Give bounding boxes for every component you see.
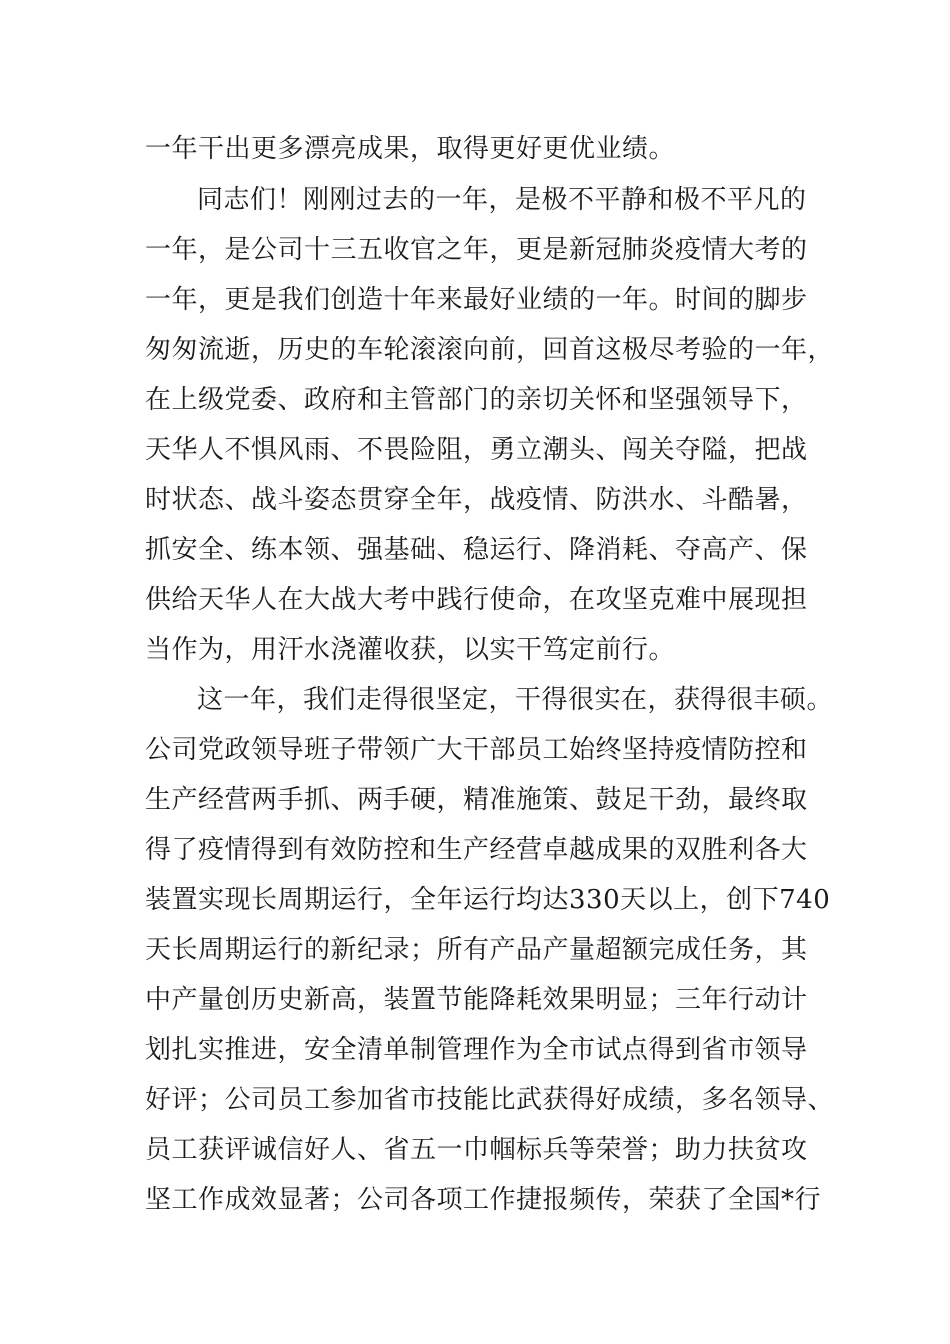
text-line: 天华人不惧风雨、不畏险阻，勇立潮头、闯关夺隘，把战 <box>145 435 808 465</box>
text-line: 公司党政领导班子带领广大干部员工始终坚持疫情防控和 <box>145 735 808 765</box>
text-line: 好评；公司员工参加省市技能比武获得好成绩，多名领导、 <box>145 1085 835 1115</box>
paragraph-first-line: 这一年，我们走得很坚定，干得很实在，获得很丰硕。 <box>197 685 834 715</box>
text-line: 时状态、战斗姿态贯穿全年，战疫情、防洪水、斗酷暑， <box>145 485 808 515</box>
text-line: 装置实现长周期运行，全年运行均达330天以上，创下740 <box>145 885 831 915</box>
text-line: 得了疫情得到有效防控和生产经营卓越成果的双胜利各大 <box>145 835 808 865</box>
text-line: 员工获评诚信好人、省五一巾帼标兵等荣誉；助力扶贫攻 <box>145 1135 808 1165</box>
text-line: 划扎实推进，安全清单制管理作为全市试点得到省市领导 <box>145 1035 808 1065</box>
text-line: 抓安全、练本领、强基础、稳运行、降消耗、夺高产、保 <box>145 535 808 565</box>
text-line: 一年，是公司十三五收官之年，更是新冠肺炎疫情大考的 <box>145 235 808 265</box>
text-line: 一年，更是我们创造十年来最好业绩的一年。时间的脚步 <box>145 285 808 315</box>
text-line: 当作为，用汗水浇灌收获，以实干笃定前行。 <box>145 635 676 665</box>
text-line: 供给天华人在大战大考中践行使命，在攻坚克难中展现担 <box>145 585 808 615</box>
text-line: 坚工作成效显著；公司各项工作捷报频传，荣获了全国*行 <box>145 1185 822 1215</box>
text-line: 生产经营两手抓、两手硬，精准施策、鼓足干劲，最终取 <box>145 785 808 815</box>
paragraph-first-line: 同志们！刚刚过去的一年，是极不平静和极不平凡的 <box>197 185 807 215</box>
text-line: 中产量创历史新高，装置节能降耗效果明显；三年行动计 <box>145 985 808 1015</box>
text-line: 在上级党委、政府和主管部门的亲切关怀和坚强领导下， <box>145 385 808 415</box>
text-line: 天长周期运行的新纪录；所有产品产量超额完成任务，其 <box>145 935 808 965</box>
text-line: 匆匆流逝，历史的车轮滚滚向前，回首这极尽考验的一年， <box>145 335 835 365</box>
text-line: 一年干出更多漂亮成果，取得更好更优业绩。 <box>145 134 676 164</box>
